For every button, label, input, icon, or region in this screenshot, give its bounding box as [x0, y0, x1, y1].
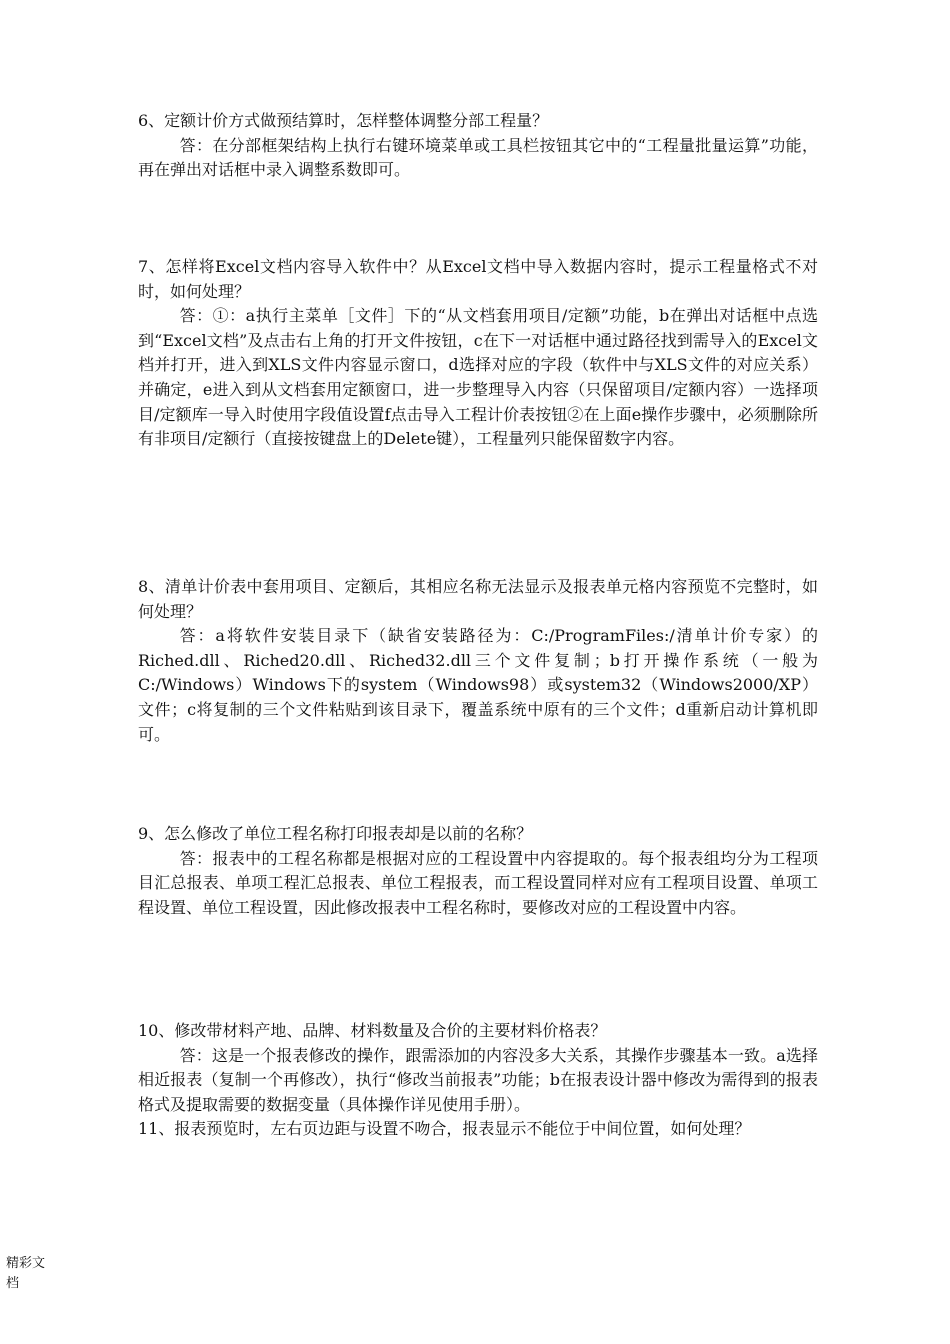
qa-block-8 [138, 575, 818, 747]
answer-7: 答：①：a执行主菜单［文件］下的“从文档套用项目/定额”功能，b在弹出对话框中点选到“Excel文档”及点击右上角的打开文件按钮，c在下一对话框中通过路径找到需导入的Excel文档并打开，进入到XLS文件内容显示窗口，d选择对应的字段（软件中与XLS文件的对应关系）并确定，e进入到从文档套用定额窗口，进一步整理导入内容（只保留项目/定额内容）一选择项目/定额库一导入时使用字段值设置f点击导入工程计价表按钮②在上面e操作步骤中，必须删除所有非项目/定额行（直接按键盘上的Delete键），工程量列只能保留数字内容。 [138, 306, 818, 449]
qa-block-9 [138, 822, 818, 920]
question-11: 11、报表预览时，左右页边距与设置不吻合，报表显示不能位于中间位置，如何处理？ [138, 1119, 751, 1139]
qa-block-10 [138, 1019, 818, 1142]
question-8: 8、清单计价表中套用项目、定额后，其相应名称无法显示及报表单元格内容预览不完整时，如何处理？ [138, 577, 818, 621]
answer-10: 答：这是一个报表修改的操作，跟需添加的内容没多大关系，其操作步骤基本一致。a选择相近报表（复制一个再修改），执行“修改当前报表”功能；b在报表设计器中修改为需得到的报表格式及提取需要的数据变量（具体操作详见使用手册）。 [138, 1045, 818, 1114]
qa-block-6 [138, 109, 818, 183]
question-7: 7、怎样将Excel文档内容导入软件中？从Excel文档中导入数据内容时，提示工程量格式不对时，如何处理？ [138, 257, 818, 301]
answer-6: 答：在分部框架结构上执行右键环境菜单或工具栏按钮其它中的“工程量批量运算”功能，再在弹出对话框中录入调整系数即可。 [138, 135, 818, 180]
question-9: 9、怎么修改了单位工程名称打印报表却是以前的名称？ [138, 824, 533, 843]
answer-9: 答：报表中的工程名称都是根据对应的工程设置中内容提取的。每个报表组均分为工程项目汇总报表、单项工程汇总报表、单位工程报表，而工程设置同样对应有工程项目设置、单项工程设置、单位工程设置，因此修改报表中工程名称时，要修改对应的工程设置中内容。 [138, 848, 818, 917]
question-10: 10、修改带材料产地、品牌、材料数量及合价的主要材料价格表？ [138, 1021, 607, 1040]
qa-block-7 [138, 255, 818, 452]
answer-8: 答：a将软件安装目录下（缺省安装路径为：C:/ProgramFiles:/清单计价专家）的Riched.dll、Riched20.dll、Riched32.dll三个文件复制；b打开操作系统（一般为C:/Windows）Windows下的system（Windows98）或system32（Windows2000/XP）文件；c将复制的三个文件粘贴到该目录下，覆盖系统中原有的三个文件；d重新启动计算机即可。 [138, 626, 818, 744]
footer-label: 精彩文档 [6, 1256, 46, 1291]
question-6: 6、定额计价方式做预结算时，怎样整体调整分部工程量？ [138, 111, 549, 130]
